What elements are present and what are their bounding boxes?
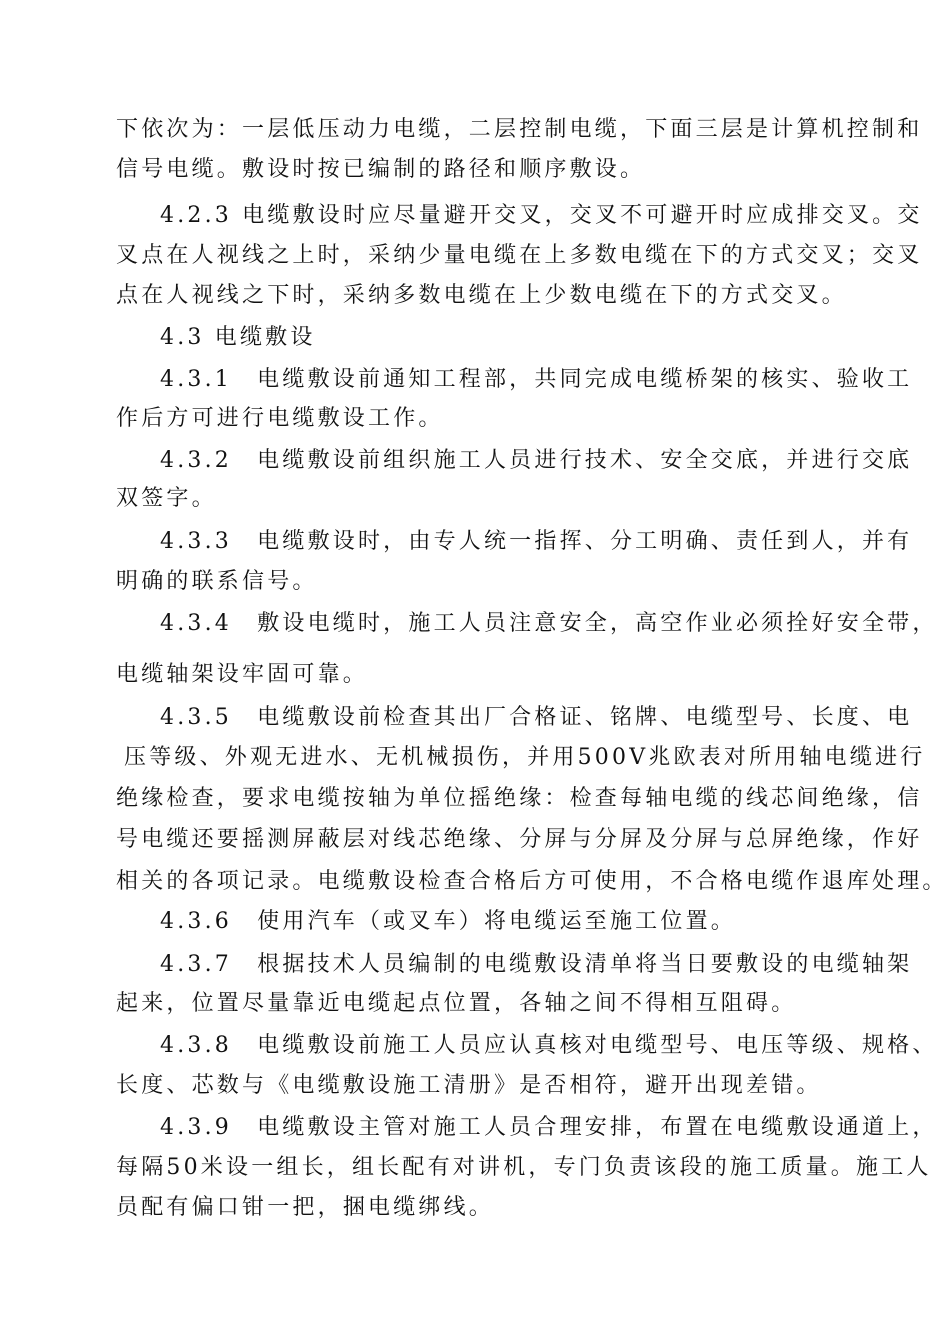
section-heading-4-3: 4.3 电缆敷设 (160, 325, 316, 350)
body-text-line: 点在人视线之下时，采纳多数电缆在上少数电缆在下的方式交叉。 (116, 283, 847, 308)
body-text-line: 叉点在人视线之上时，采纳少量电缆在上多数电缆在下的方式交叉；交叉 (116, 243, 923, 268)
clause-4-2-3: 4.2.3 电缆敷设时应尽量避开交叉，交叉不可避开时应成排交叉。交 (160, 203, 923, 228)
body-text-line: 起来，位置尽量靠近电缆起点位置，各轴之间不得相互阻碍。 (116, 991, 797, 1016)
body-text-line: 员配有偏口钳一把，捆电缆绑线。 (116, 1195, 495, 1220)
clause-4-3-2: 4.3.2 电缆敷设前组织施工人员进行技术、安全交底，并进行交底 (160, 448, 913, 473)
clause-4-3-3: 4.3.3 电缆敷设时，由专人统一指挥、分工明确、责任到人，并有 (160, 529, 913, 554)
body-text-line: 长度、芯数与《电缆敷设施工清册》是否相符，避开出现差错。 (116, 1073, 822, 1098)
clause-4-3-1: 4.3.1 电缆敷设前通知工程部，共同完成电缆桥架的核实、验收工 (160, 367, 913, 392)
body-text-line: 绝缘检查，要求电缆按轴为单位摇绝缘：检查每轴电缆的线芯间绝缘，信 (116, 786, 923, 811)
body-text-line: 压等级、外观无进水、无机械损伤，并用500V兆欧表对所用轴电缆进行 (124, 745, 926, 770)
body-text-line: 信号电缆。敷设时按已编制的路径和顺序敷设。 (116, 157, 646, 182)
body-text-line: 作后方可进行电缆敷设工作。 (116, 406, 444, 431)
body-text-line: 电缆轴架设牢固可靠。 (116, 662, 369, 687)
body-text-line: 每隔50米设一组长，组长配有对讲机，专门负责该段的施工质量。施工人 (116, 1155, 932, 1180)
clause-4-3-5: 4.3.5 电缆敷设前检查其出厂合格证、铭牌、电缆型号、长度、电 (160, 705, 913, 730)
body-text-line: 明确的联系信号。 (116, 569, 318, 594)
body-text-line: 下依次为：一层低压动力电缆，二层控制电缆，下面三层是计算机控制和 (116, 117, 923, 142)
clause-4-3-9: 4.3.9 电缆敷设主管对施工人员合理安排，布置在电缆敷设通道上， (160, 1115, 938, 1140)
body-text-line: 相关的各项记录。电缆敷设检查合格后方可使用，不合格电缆作退库处理。 (116, 869, 948, 894)
clause-4-3-8: 4.3.8 电缆敷设前施工人员应认真核对电缆型号、电压等级、规格、 (160, 1033, 938, 1058)
body-text-line: 号电缆还要摇测屏蔽层对线芯绝缘、分屏与分屏及分屏与总屏绝缘，作好 (116, 827, 923, 852)
clause-4-3-4: 4.3.4 敷设电缆时，施工人员注意安全，高空作业必须拴好安全带， (160, 611, 938, 636)
clause-4-3-7: 4.3.7 根据技术人员编制的电缆敷设清单将当日要敷设的电缆轴架 (160, 952, 913, 977)
body-text-line: 双签字。 (116, 486, 217, 511)
clause-4-3-6: 4.3.6 使用汽车（或叉车）将电缆运至施工位置。 (160, 909, 736, 934)
